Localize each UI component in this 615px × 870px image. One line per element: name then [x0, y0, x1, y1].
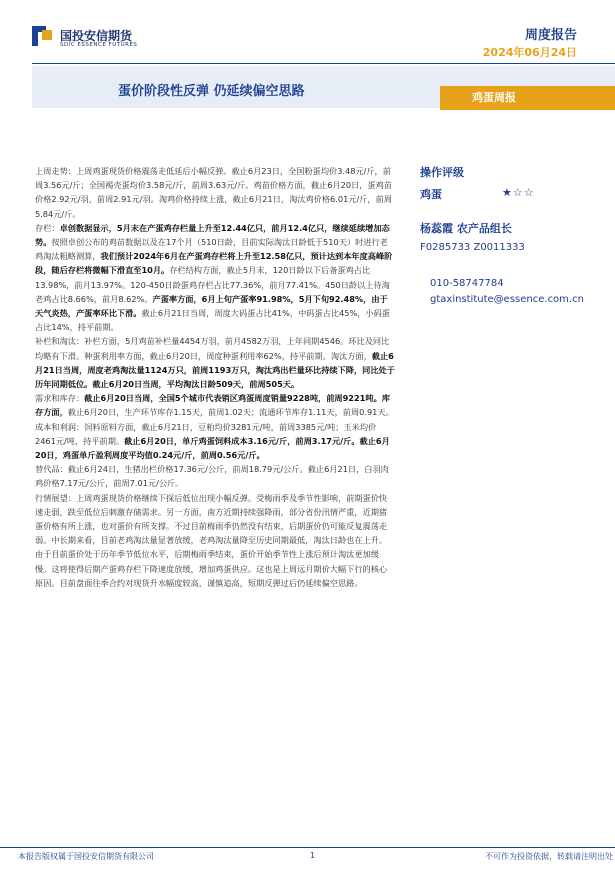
- paragraph-last-week: 上周走势：上周鸡蛋现货价格震荡走低延后小幅反弹。截止6月23日，全国粉蛋均价3.48元/斤，前周3.56元/斤；全国褐壳蛋均价3.58元/斤，前周3.63元/斤。鸡苗价格方面，截止6月20日，蛋鸡苗价格2.92元/羽，前周2.91元/羽。淘鸡价格持续上涨，截止6月21日，淘汰鸡价格6.01元/斤，前周5.84元/斤。: [35, 166, 392, 219]
- document-title: 蛋价阶段性反弹 仍延续偏空思路: [118, 84, 305, 99]
- paragraph-outlook: 行情展望：上周鸡蛋现货价格继续下探后低位出现小幅反弹。受梅雨季及季节性影响，前期蛋价快速走弱，跌至低位后刺激存储需求。另一方面，南方近期持续强降雨，部分省份汛情严重，近期猪蛋价格有所上涨，也对蛋价有所支撑。不过目前梅雨季仍然没有结束，后期蛋价仍可能反复震荡走弱。中长期来看，目前老鸡淘汰量显著放缓，老鸡淘汰量降至历史同期最低，淘汰日龄也在上升。由于目前蛋价处于历年季节低位水平，后期梅雨季结束，蛋价开始季节性上涨后预计淘汰更加缓慢。这将使得后期产蛋鸡存栏下降速度放缓，增加鸡蛋供应。这也是上周远月期价大幅下行的核心原因。目前盘面往季合约对现货升水幅度较高，谨慎追高，短期反弹过后仍延续偏空思路。: [35, 492, 388, 588]
- paragraph-cost-profit: 成本和利润：饲料原料方面，截止6月21日，豆粕均价3281元/吨，前周3385元/吨；玉米均价2461元/吨，持平前期。截止6月20日，单斤鸡蛋饲料成本3.16元/斤，前周3.17元/斤。截止6月20日，鸡蛋单斤盈利周度平均值0.24元/斤，前周0.56元/斤。: [35, 421, 390, 461]
- header-divider: [32, 63, 615, 64]
- report-type: 周度报告: [524, 28, 577, 43]
- category-tag: 鸡蛋周报: [440, 86, 615, 110]
- paragraph-substitutes: 替代品：截止6月24日，生猪出栏价格17.36元/公斤，前周18.79元/公斤。截止6月21日，白羽肉鸡价格7.17元/公斤，前周7.01元/公斤。: [35, 464, 389, 489]
- footer-divider: [0, 847, 615, 848]
- contact-email[interactable]: gtaxinstitute@essence.com.cn: [430, 294, 584, 305]
- contact-phone: 010-58747784: [430, 278, 504, 289]
- page-number: 1: [310, 851, 316, 860]
- sidebar: [420, 164, 615, 305]
- paragraph-demand-stock: 需求和库存：截止6月20日当周，全国5个城市代表销区鸡蛋周度销量9228吨，前周9221吨。库存方面，截止6月20日，生产环节库存1.15天，前周1.02天；流通环节库存1.11天，前周0.91天。: [35, 393, 394, 418]
- rating-item: 鸡蛋: [420, 188, 442, 201]
- logo-english-name: SDIC ESSENCE FUTURES: [60, 42, 138, 48]
- analyst-cert: F0285733 Z0011333: [420, 242, 525, 253]
- rating-stars-icon: ★☆☆: [502, 186, 535, 199]
- paragraph-inventory: 存栏：卓创数据显示，5月末在产蛋鸡存栏量上升至12.44亿只，前月12.4亿只，继续延续增加态势。按照卓创公布的鸡苗数据以及在17个月（510日龄，目前实际淘汰日龄低于510天）时进行老鸡淘汰粗略测算，我们预计2024年6月在产蛋鸡存栏将上升至12.58亿只，预计达到本年度高峰阶段，随后存栏将微幅下滑直至10月。存栏结构方面，截止5月末，120日龄以下后备蛋鸡占比13.98%，前月13.97%。120-450日龄蛋鸡存栏占比77.36%，前月77.41%。450日龄以上待淘老鸡占比8.66%，前月8.62%。产蛋率方面，6月上旬产蛋率91.98%，5月下旬92.48%，由于天气炎热，产蛋率环比下滑。截止6月21日当周，周度大码蛋占比41%，中码蛋占比45%，小码蛋占比14%，持平前期。: [35, 222, 393, 333]
- footer-disclaimer: 不可作为投资依据，转载请注明出处: [485, 852, 613, 861]
- logo-chinese-name: 国投安信期货: [60, 29, 133, 43]
- paragraph-restock-culling: 补栏和淘汰：补栏方面，5月鸡苗补栏量4454万羽，前月4582万羽，上年同期4546。环比及同比均略有下滑。种蛋利用率方面，截止6月20日，周度种蛋利用率62%，持平前期。淘汰方面，截止6月21日当周，周度老鸡淘汰量1124万只，前周1193万只，淘汰鸡出栏量环比持续下降，同比处于历年同期低位。截止6月20日当周，平均淘汰日龄509天，前周505天。: [35, 336, 395, 390]
- footer-copyright: 本报告版权属于国投安信期货有限公司: [18, 852, 154, 861]
- rating-label: 操作评级: [420, 166, 464, 179]
- logo-mark-icon: [32, 26, 54, 48]
- report-date: 2024年06月24日: [482, 46, 577, 59]
- analyst-name: 杨蕊霞 农产品组长: [420, 222, 512, 235]
- report-body: [35, 164, 395, 590]
- company-logo: [32, 26, 152, 54]
- rating-row: [420, 186, 615, 202]
